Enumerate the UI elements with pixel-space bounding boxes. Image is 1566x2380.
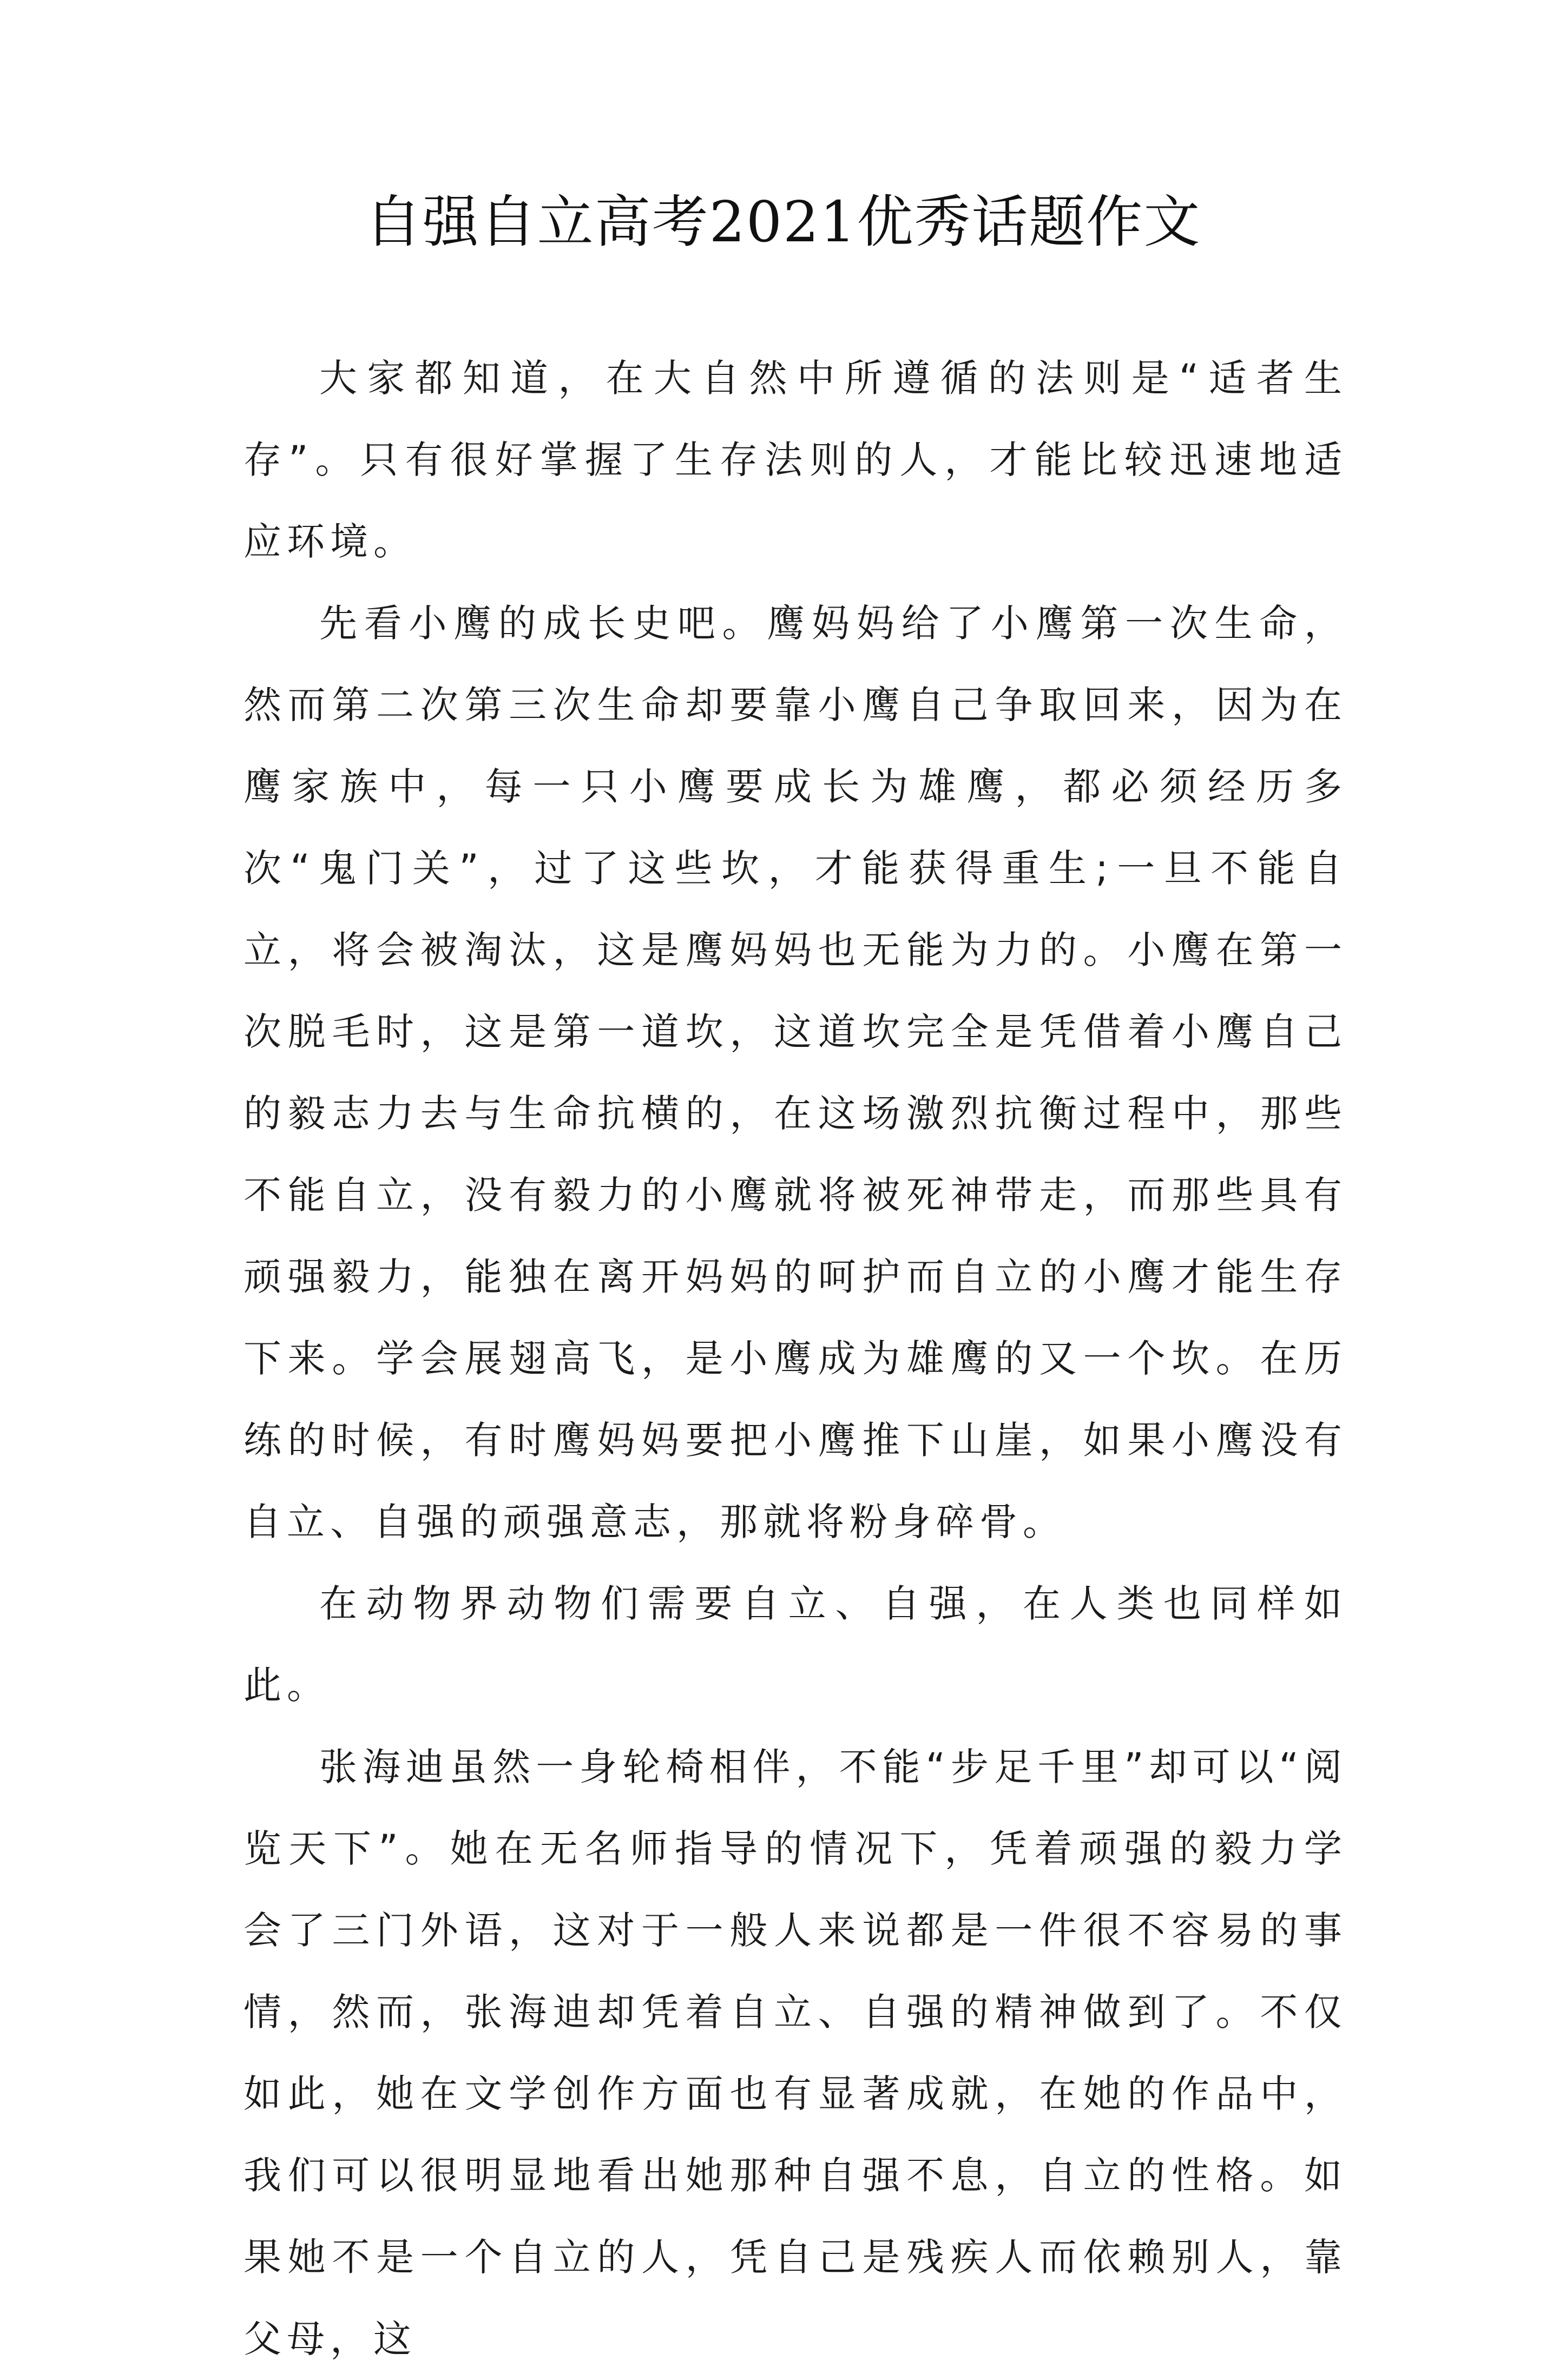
document-title: 自强自立高考2021优秀话题作文 (365, 189, 1201, 255)
paragraph-3: 在动物界动物们需要自立、自强，在人类也同样如此。 (244, 1581, 1347, 1707)
paragraph-2: 先看小鹰的成长史吧。鹰妈妈给了小鹰第一次生命，然而第二次第三次生命却要靠小鹰自己争取回来，因为在鹰家族中，每一只小鹰要成长为雄鹰，都必须经历多次“鬼门关”，过了这些坎，才能获得重生;一旦不能自立，将会被淘汰，这是鹰妈妈也无能为力的。小鹰在第一次脱毛时，这是第一道坎，这道坎完全是凭借着小鹰自己的毅志力去与生命抗横的，在这场激烈抗衡过程中，那些不能自立，没有毅力的小鹰就将被死神带走，而那些具有顽强毅力，能独在离开妈妈的呵护而自立的小鹰才能生存下来。学会展翅高飞，是小鹰成为雄鹰的又一个坎。在历练的时候，有时鹰妈妈要把小鹰推下山崖，如果小鹰没有自立、自强的顽强意志，那就将粉身碎骨。 (244, 601, 1347, 1544)
document-body (244, 338, 1347, 2380)
paragraph-4: 张海迪虽然一身轮椅相伴，不能“步足千里”却可以“阅览天下”。她在无名师指导的情况下，凭着顽强的毅力学会了三门外语，这对于一般人来说都是一件很不容易的事情，然而，张海迪却凭着自立、自强的精神做到了。不仅如此，她在文学创作方面也有显著成就，在她的作品中，我们可以很明显地看出她那种自强不息，自立的性格。如果她不是一个自立的人，凭自己是残疾人而依赖别人，靠父母，这 (244, 1745, 1347, 2361)
paragraph-1: 大家都知道，在大自然中所遵循的法则是“适者生存”。只有很好掌握了生存法则的人，才能比较迅速地适应环境。 (244, 356, 1347, 564)
